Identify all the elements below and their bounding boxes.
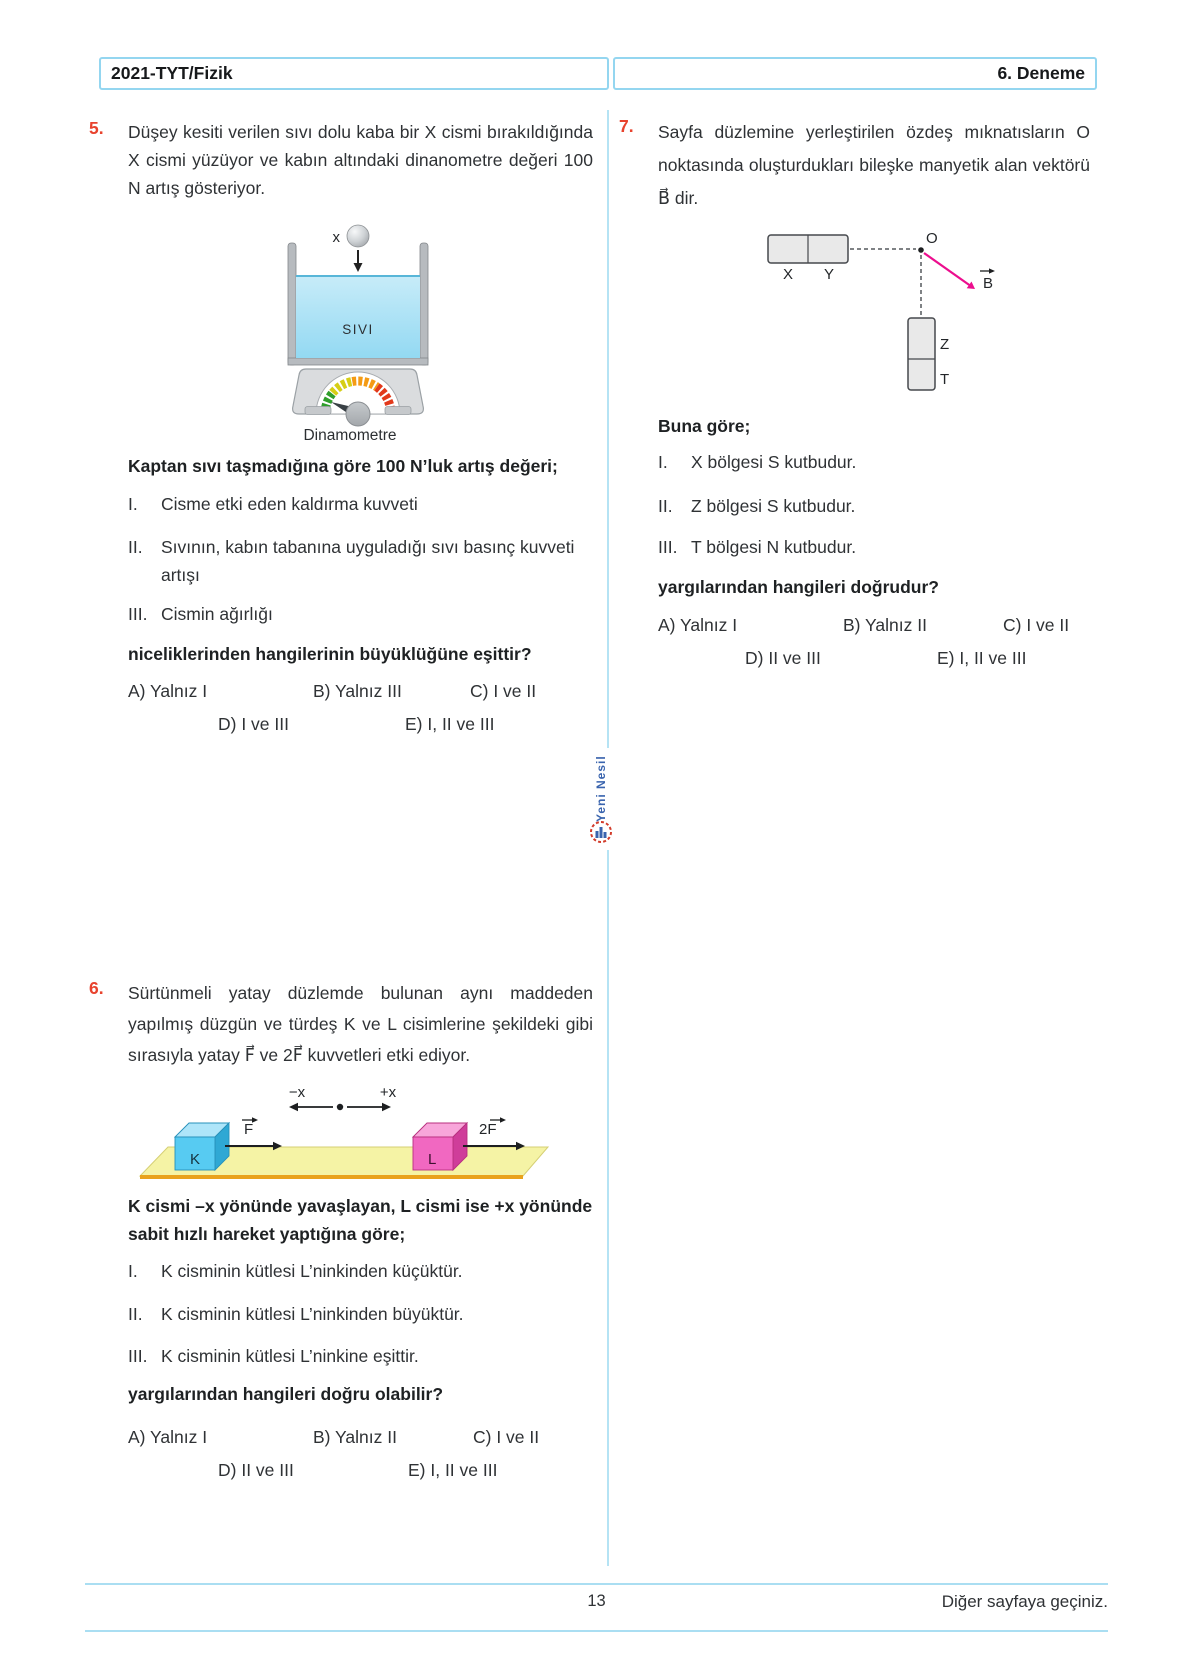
block-k — [175, 1123, 229, 1170]
magnet-t-label: T — [940, 371, 950, 388]
axis-neg-label: −x — [288, 1084, 306, 1101]
q7-option-b: B) Yalnız II — [843, 615, 927, 635]
q6-option-c: C) I ve II — [473, 1427, 540, 1447]
brand-logo-text: Yeni Nesil — [594, 755, 608, 822]
q7-statement-2: II. Z bölgesi S kutbudur. — [658, 496, 856, 516]
q5-figure — [89, 213, 553, 450]
q7-statement-1: I. X bölgesi S kutbudur. — [658, 452, 857, 472]
gauge-knob — [346, 402, 370, 426]
force-2f-arrow — [463, 1117, 525, 1150]
liquid-label: SIVI — [342, 322, 374, 337]
question-7 — [619, 116, 1090, 215]
q5-statement-1: I. Cisme etki eden kaldırma kuvveti — [128, 494, 418, 514]
magnet-x-label: X — [782, 266, 794, 283]
force-f-arrow — [225, 1117, 282, 1150]
q6-option-d: D) II ve III — [218, 1460, 294, 1480]
q6-question: yargılarından hangileri doğru olabilir? — [128, 1384, 444, 1404]
magnet-zt — [908, 318, 949, 390]
q7-stem: Buna göre; — [658, 416, 751, 436]
header-subject: 2021-TYT/Fizik — [111, 63, 233, 83]
magnet-z-label: Z — [940, 336, 950, 353]
q7-option-d: D) II ve III — [745, 648, 821, 668]
column-divider-top — [607, 110, 609, 748]
point-o — [918, 247, 924, 253]
q7-option-a: A) Yalnız I — [658, 615, 738, 635]
question-7-text: Sayfa düzlemine yerleştirilen özdeş mıknatısların O noktasında oluşturdukları bileşke manyetik alan vektörü B⃗ dir. — [658, 122, 1090, 208]
question-7-number: 7. — [619, 116, 634, 136]
q7-statement-3: III. T bölgesi N kutbudur. — [658, 537, 857, 557]
q6-option-a: A) Yalnız I — [128, 1427, 208, 1447]
footer-rule-bottom — [85, 1630, 1108, 1632]
q5-statement-3: III. Cismin ağırlığı — [128, 604, 273, 624]
footer-note: Diğer sayfaya geçiniz. — [941, 1592, 1108, 1611]
right-column — [619, 0, 1090, 1600]
point-o-label: O — [926, 230, 938, 247]
q5-options-row-2 — [128, 714, 593, 740]
q5-statement-2: II. Sıvının, kabın tabanına uyguladığı sıvı basınç kuvveti artışı — [128, 537, 575, 585]
question-5-number: 5. — [89, 118, 104, 138]
force-f-label: F — [244, 1121, 254, 1138]
figure-caption: Dinamometre — [303, 427, 397, 444]
q5-option-e: E) I, II ve III — [405, 714, 495, 734]
q6-statement-3: III. K cisminin kütlesi L’ninkine eşittir. — [128, 1346, 419, 1366]
vector-b-label: B — [983, 275, 994, 292]
liquid — [296, 275, 420, 358]
q5-option-c: C) I ve II — [470, 681, 537, 701]
left-column — [89, 0, 593, 1600]
q7-question: yargılarından hangileri doğrudur? — [658, 577, 939, 597]
q7-options-row-1 — [658, 615, 1090, 641]
column-divider-bottom — [607, 850, 609, 1566]
q5-options-row-1 — [128, 681, 593, 707]
question-6 — [89, 978, 593, 1071]
footer — [85, 1592, 1108, 1614]
q6-option-e: E) I, II ve III — [408, 1460, 498, 1480]
block-k-label: K — [190, 1151, 201, 1168]
dynamometer — [293, 369, 424, 426]
q6-statement-1: I. K cisminin kütlesi L’ninkinden küçüktür. — [128, 1261, 463, 1281]
q6-figure — [89, 1080, 553, 1189]
q6-options-row-1 — [128, 1427, 593, 1453]
q5-stem: Kaptan sıvı taşmadığına göre 100 N’luk artış değeri; — [128, 456, 558, 476]
vector-b-arrow — [924, 253, 995, 292]
q5-option-a: A) Yalnız I — [128, 681, 208, 701]
q7-option-c: C) I ve II — [1003, 615, 1070, 635]
q6-statement-2: II. K cisminin kütlesi L’ninkinden büyüktür. — [128, 1304, 464, 1324]
header-exam-name: 6. Deneme — [997, 63, 1085, 83]
sphere-x-label: x — [332, 229, 340, 246]
sphere-x — [347, 225, 369, 247]
q6-option-b: B) Yalnız II — [313, 1427, 397, 1447]
q7-option-e: E) I, II ve III — [937, 648, 1027, 668]
q6-stem: K cismi –x yönünde yavaşlayan, L cismi ise +x yönünde sabit hızlı hareket yaptığına göre; — [128, 1196, 593, 1244]
question-6-number: 6. — [89, 978, 104, 998]
page-number: 13 — [587, 1592, 606, 1610]
axis-indicator — [289, 1084, 397, 1111]
question-5 — [89, 118, 593, 202]
axis-pos-label: +x — [379, 1084, 397, 1101]
q7-options-row-2 — [658, 648, 1090, 674]
footer-rule-top — [85, 1583, 1108, 1585]
block-l — [413, 1123, 467, 1170]
q7-figure — [619, 218, 1090, 403]
magnet-xy — [768, 235, 848, 283]
q5-option-b: B) Yalnız III — [313, 681, 402, 701]
question-5-text: Düşey kesiti verilen sıvı dolu kaba bir X cismi bırakıldığında X cismi yüzüyor ve kabın altındaki dinanometre değeri 100 N artış gösteriyor. — [128, 122, 593, 198]
magnet-y-label: Y — [823, 266, 835, 283]
q5-option-d: D) I ve III — [218, 714, 289, 734]
force-2f-label: 2F — [479, 1121, 497, 1138]
q6-options-row-2 — [128, 1460, 593, 1486]
block-l-label: L — [428, 1151, 437, 1168]
q5-question: niceliklerinden hangilerinin büyüklüğüne eşittir? — [128, 644, 532, 664]
question-6-text: Sürtünmeli yatay düzlemde bulunan aynı maddeden yapılmış düzgün ve türdeş K ve L cisimlerine şekildeki gibi sırasıyla yatay F⃗ ve 2F⃗ kuvvetleri etki ediyor. — [128, 983, 593, 1065]
drop-arrow-icon — [354, 250, 363, 272]
